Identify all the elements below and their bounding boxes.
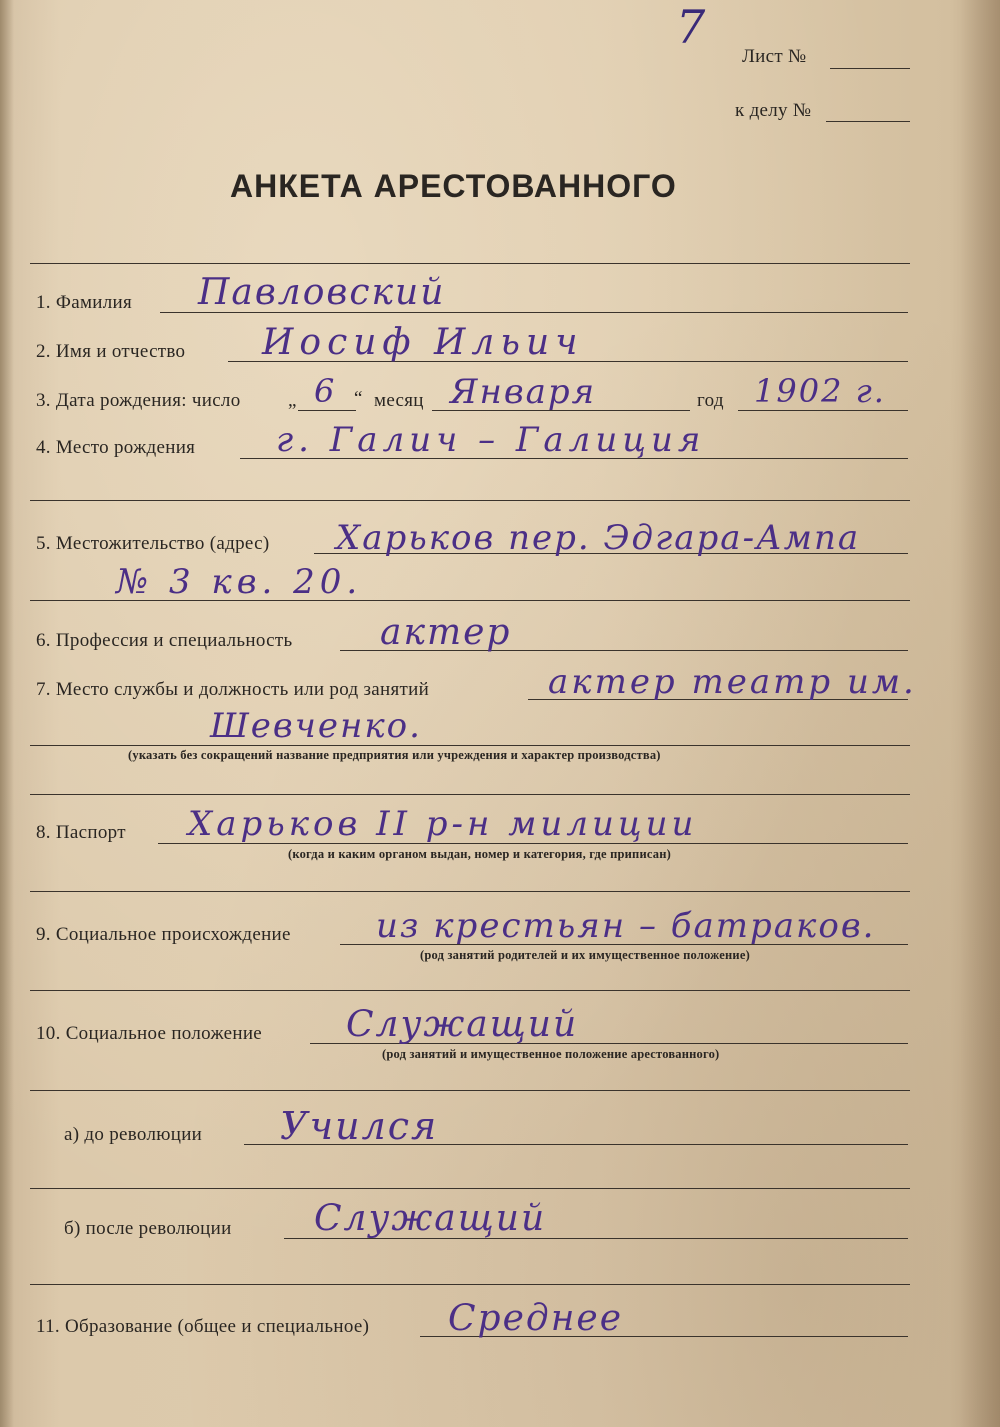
list-number-line xyxy=(830,68,910,69)
case-number-label: к делу № xyxy=(735,100,812,121)
birth-day-line xyxy=(298,410,356,411)
birth-year-label: год xyxy=(697,390,724,411)
birth-month-label: месяц xyxy=(374,390,424,411)
after-revolution-line-2 xyxy=(30,1284,910,1285)
before-revolution-line-2 xyxy=(30,1188,910,1189)
workplace-line-2 xyxy=(30,745,910,746)
workplace-label: 7. Место службы и должность или род занятий xyxy=(36,679,430,700)
rule-top xyxy=(30,263,910,264)
birth-year-value: 1902 г. xyxy=(754,372,886,410)
birth-date-label: 3. Дата рождения: число xyxy=(36,390,241,411)
case-number-line xyxy=(826,121,910,122)
binding-shadow xyxy=(0,0,14,1427)
social-origin-value: из крестьян – батраков. xyxy=(376,906,876,946)
social-origin-label: 9. Социальное происхождение xyxy=(36,924,291,945)
workplace-note: (указать без сокращений название предприятия или учреждения и характер производства) xyxy=(128,748,661,762)
birth-place-label: 4. Место рождения xyxy=(36,437,196,458)
name-patronymic-value: Иосиф Ильич xyxy=(262,322,584,363)
birth-day-close-quote: “ xyxy=(354,388,363,409)
after-revolution-label: б) после революции xyxy=(64,1218,232,1239)
residence-value-2: № 3 кв. 20. xyxy=(116,562,363,602)
education-label: 11. Образование (общее и специальное) xyxy=(36,1316,370,1337)
passport-note: (когда и каким органом выдан, номер и категория, где приписан) xyxy=(288,847,671,861)
birth-day-value: 6 xyxy=(314,372,337,410)
after-revolution-value: Служащий xyxy=(314,1198,547,1239)
workplace-line-3 xyxy=(30,794,910,795)
workplace-value-2: Шевченко. xyxy=(210,706,422,746)
social-origin-line-2 xyxy=(30,990,910,991)
education-value: Среднее xyxy=(448,1298,624,1339)
birth-place-value: г. Галич – Галиция xyxy=(276,420,706,460)
list-number-label: Лист № xyxy=(742,46,807,67)
birth-month-value: Января xyxy=(450,372,597,412)
social-status-note: (род занятий и имущественное положение арестованного) xyxy=(382,1047,720,1061)
social-status-value: Служащий xyxy=(346,1004,579,1045)
passport-label: 8. Паспорт xyxy=(36,822,126,843)
residence-label: 5. Местожительство (адрес) xyxy=(36,533,270,554)
social-status-line-2 xyxy=(30,1090,910,1091)
residence-value: Харьков пер. Эдгара-Ампа xyxy=(336,518,861,558)
page-edge-shadow xyxy=(960,0,1000,1427)
workplace-value: актер театр им. xyxy=(548,662,917,702)
handwritten-page-number: 7 xyxy=(676,0,708,54)
social-origin-note: (род занятий родителей и их имущественное положение) xyxy=(420,948,750,962)
before-revolution-label: а) до революции xyxy=(64,1124,203,1145)
birth-year-line xyxy=(738,410,908,411)
surname-label: 1. Фамилия xyxy=(36,292,133,313)
surname-value: Павловский xyxy=(198,272,446,313)
passport-value: Харьков II р-н милиции xyxy=(188,804,698,844)
name-patronymic-label: 2. Имя и отчество xyxy=(36,341,186,362)
profession-value: актер xyxy=(380,612,512,653)
profession-label: 6. Профессия и специальность xyxy=(36,630,293,651)
social-status-label: 10. Социальное положение xyxy=(36,1023,263,1044)
before-revolution-value: Учился xyxy=(280,1104,439,1148)
form-title: АНКЕТА АРЕСТОВАННОГО xyxy=(230,168,677,204)
passport-line-2 xyxy=(30,891,910,892)
birth-day-open-quote: „ xyxy=(288,390,297,411)
birth-place-line-2 xyxy=(30,500,910,501)
